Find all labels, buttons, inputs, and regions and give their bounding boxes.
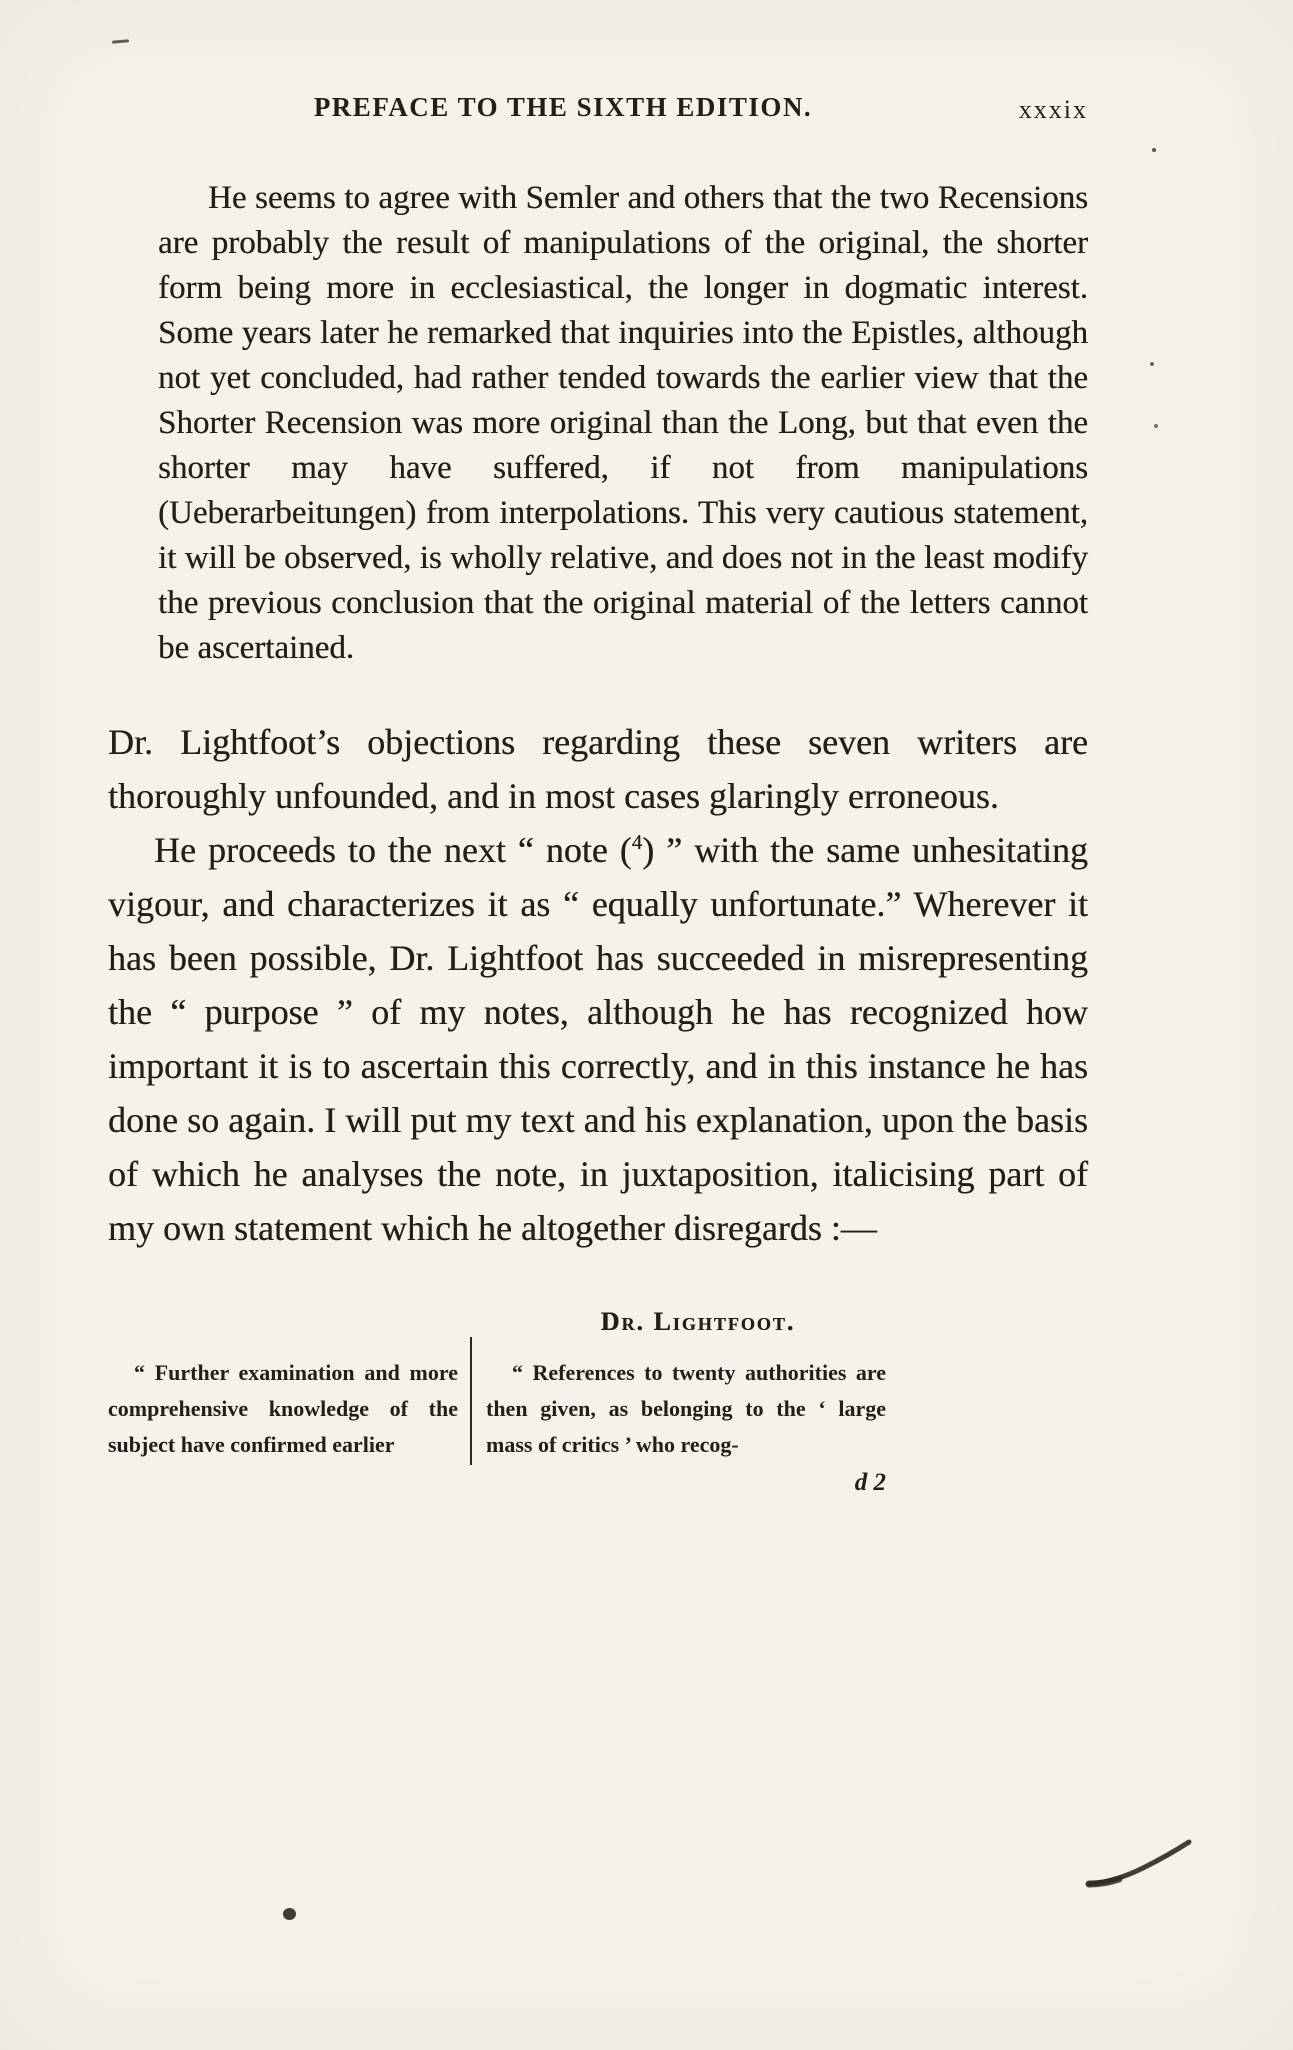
margin-dot-artifact xyxy=(1154,424,1158,428)
body-paragraph-1: Dr. Lightfoot’s objections regarding these seven writers are thoroughly unfounded, and in most cases glaringly erroneous. xyxy=(108,722,1088,816)
comparison-columns xyxy=(108,1355,1088,1463)
printers-signature: d 2 xyxy=(854,1469,886,1496)
paragraph-text-before: He proceeds to the next “ note ( xyxy=(154,830,632,870)
page-number: xxxix xyxy=(1018,95,1088,124)
ink-blot-artifact xyxy=(283,1908,296,1920)
column-divider xyxy=(470,1337,472,1465)
paragraph-text-after: ) ” with the same unhesitating vigour, and characterizes it as “ equally unfortunate.” Wherever it has been possible, Dr. Lightfoot has succeeded in misrepresenting the “ purpose ” of my notes, although he has recognized how important it is to ascertain this correctly, and in this instance he has done so again. I will put my text and his explanation, upon the basis of which he analyses the note, in juxtaposition, italicising part of my own statement which he altogether disregards :— xyxy=(108,830,1088,1248)
comparison-section xyxy=(108,1307,1088,1497)
pen-stroke-artifact xyxy=(1085,1838,1195,1890)
main-text xyxy=(108,715,1088,1255)
comparison-left-column: “ Further examination and more comprehensive knowledge of the subject have confirmed earlier xyxy=(108,1360,458,1457)
margin-dot-artifact xyxy=(1150,362,1154,366)
edge-dash-artifact xyxy=(112,39,129,43)
body-paragraph-2 xyxy=(108,823,1088,1255)
comparison-right-column: “ References to twenty authorities are then given, as belonging to the ‘ large mass of critics ’ who recog- xyxy=(486,1360,886,1457)
comparison-right-header: Dr. Lightfoot. xyxy=(600,1307,796,1336)
page-content xyxy=(108,92,1088,1497)
footnote-reference: 4 xyxy=(631,830,643,854)
page-header xyxy=(108,92,1088,136)
margin-dot-artifact xyxy=(1152,148,1156,152)
page-title: PREFACE TO THE SIXTH EDITION. xyxy=(313,92,813,122)
quoted-paragraph: He seems to agree with Semler and others that the two Recensions are probably the result of manipulations of the original, the shorter form being more in ecclesiastical, the longer in dogmatic interest. Some years later he remarked that inquiries into the Epistles, although not yet concluded, had rather tended towards the earlier view that the Shorter Recension was more original than the Long, but that even the shorter may have suffered, if not from manipulations (Ueberarbeitungen) from interpolations. This very cautious statement, it will be observed, is wholly relative, and does not in the least modify the previous conclusion that the original material of the letters cannot be ascertained. xyxy=(158,180,1088,666)
